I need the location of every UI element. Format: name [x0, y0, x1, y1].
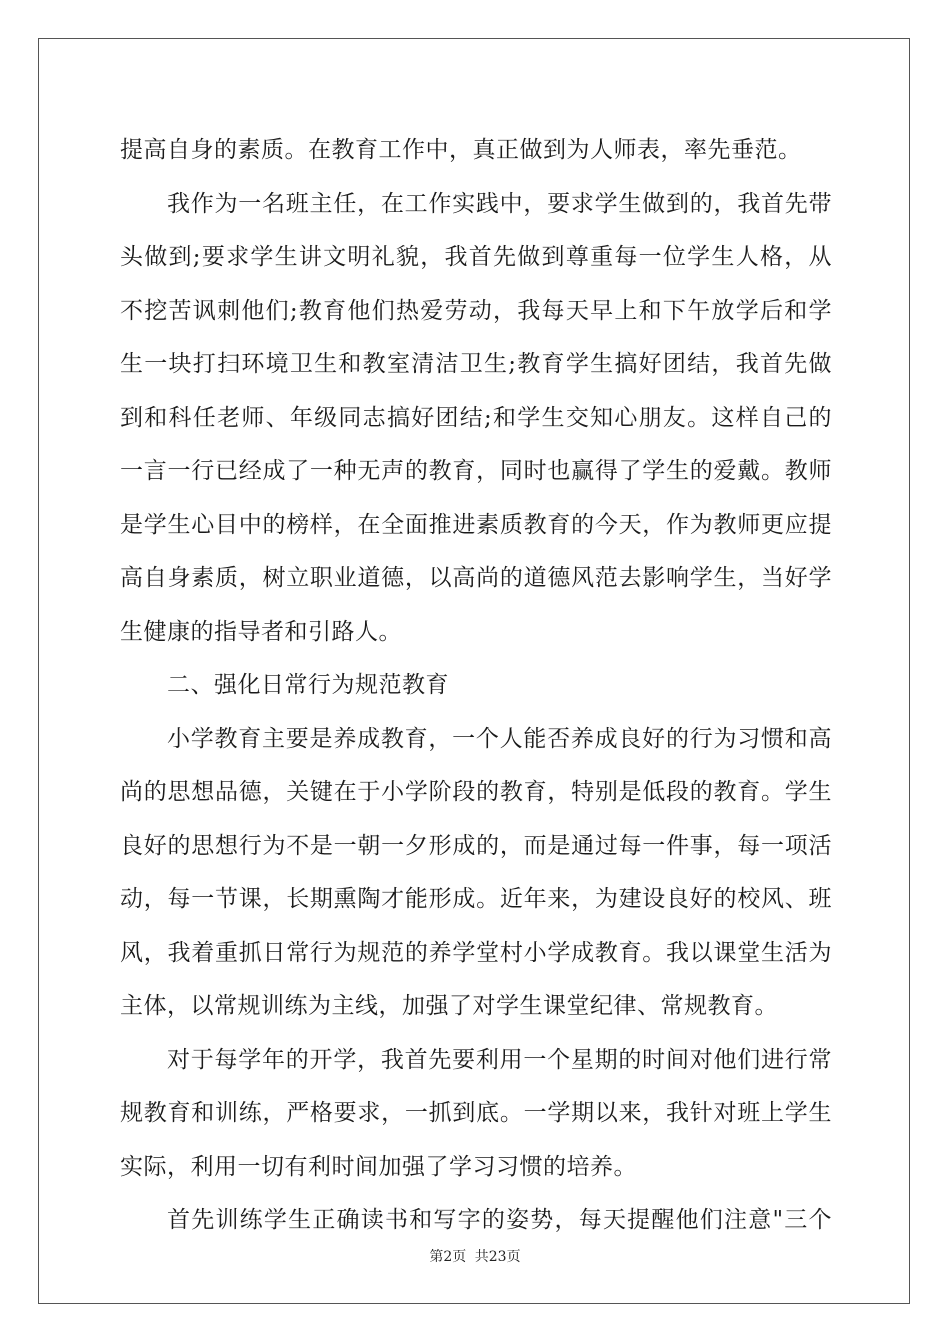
section-heading: 二、强化日常行为规范教育: [167, 672, 449, 698]
text-line: 是学生心目中的榜样，在全面推进素质教育的今天，作为教师更应提: [120, 511, 832, 538]
text-line: 良好的思想行为不是一朝一夕形成的，而是通过每一件事，每一项活: [120, 832, 832, 859]
page-total: 共23页: [474, 1249, 521, 1265]
text-line: 不挖苦讽刺他们;教育他们热爱劳动，我每天早上和下午放学后和学: [120, 297, 832, 324]
text-line: 动，每一节课，长期熏陶才能形成。近年来，为建设良好的校风、班: [120, 886, 832, 912]
text-line: 到和科任老师、年级同志搞好团结;和学生交知心朋友。这样自己的: [120, 404, 832, 431]
page-number: 第2页: [429, 1249, 467, 1265]
text-line: 我作为一名班主任，在工作实践中，要求学生做到的，我首先带: [167, 190, 832, 217]
text-line: 生一块打扫环境卫生和教室清洁卫生;教育学生搞好团结，我首先做: [120, 351, 832, 377]
page-footer: [0, 1246, 950, 1266]
text-line: 风，我着重抓日常行为规范的养学堂村小学成教育。我以课堂生活为: [120, 939, 832, 966]
document-body: [120, 124, 832, 1248]
text-line: 一言一行已经成了一种无声的教育，同时也赢得了学生的爱戴。教师: [120, 458, 832, 484]
text-line: 头做到;要求学生讲文明礼貌，我首先做到尊重每一位学生人格，从: [120, 244, 832, 270]
text-line: 尚的思想品德，关键在于小学阶段的教育，特别是低段的教育。学生: [120, 779, 832, 805]
text-line: 小学教育主要是养成教育，一个人能否养成良好的行为习惯和高: [167, 725, 832, 752]
text-line: 主体，以常规训练为主线，加强了对学生课堂纪律、常规教育。: [120, 993, 778, 1019]
text-line: 提高自身的素质。在教育工作中，真正做到为人师表，率先垂范。: [120, 137, 802, 163]
text-line: 首先训练学生正确读书和写字的姿势，每天提醒他们注意"三个: [167, 1207, 832, 1233]
text-line: 生健康的指导者和引路人。: [120, 618, 402, 645]
text-line: 对于每学年的开学，我首先要利用一个星期的时间对他们进行常: [167, 1046, 832, 1073]
text-line: 实际，利用一切有利时间加强了学习习惯的培养。: [120, 1153, 637, 1180]
text-line: 高自身素质，树立职业道德，以高尚的道德风范去影响学生，当好学: [120, 565, 832, 591]
text-line: 规教育和训练，严格要求，一抓到底。一学期以来，我针对班上学生: [120, 1100, 832, 1126]
